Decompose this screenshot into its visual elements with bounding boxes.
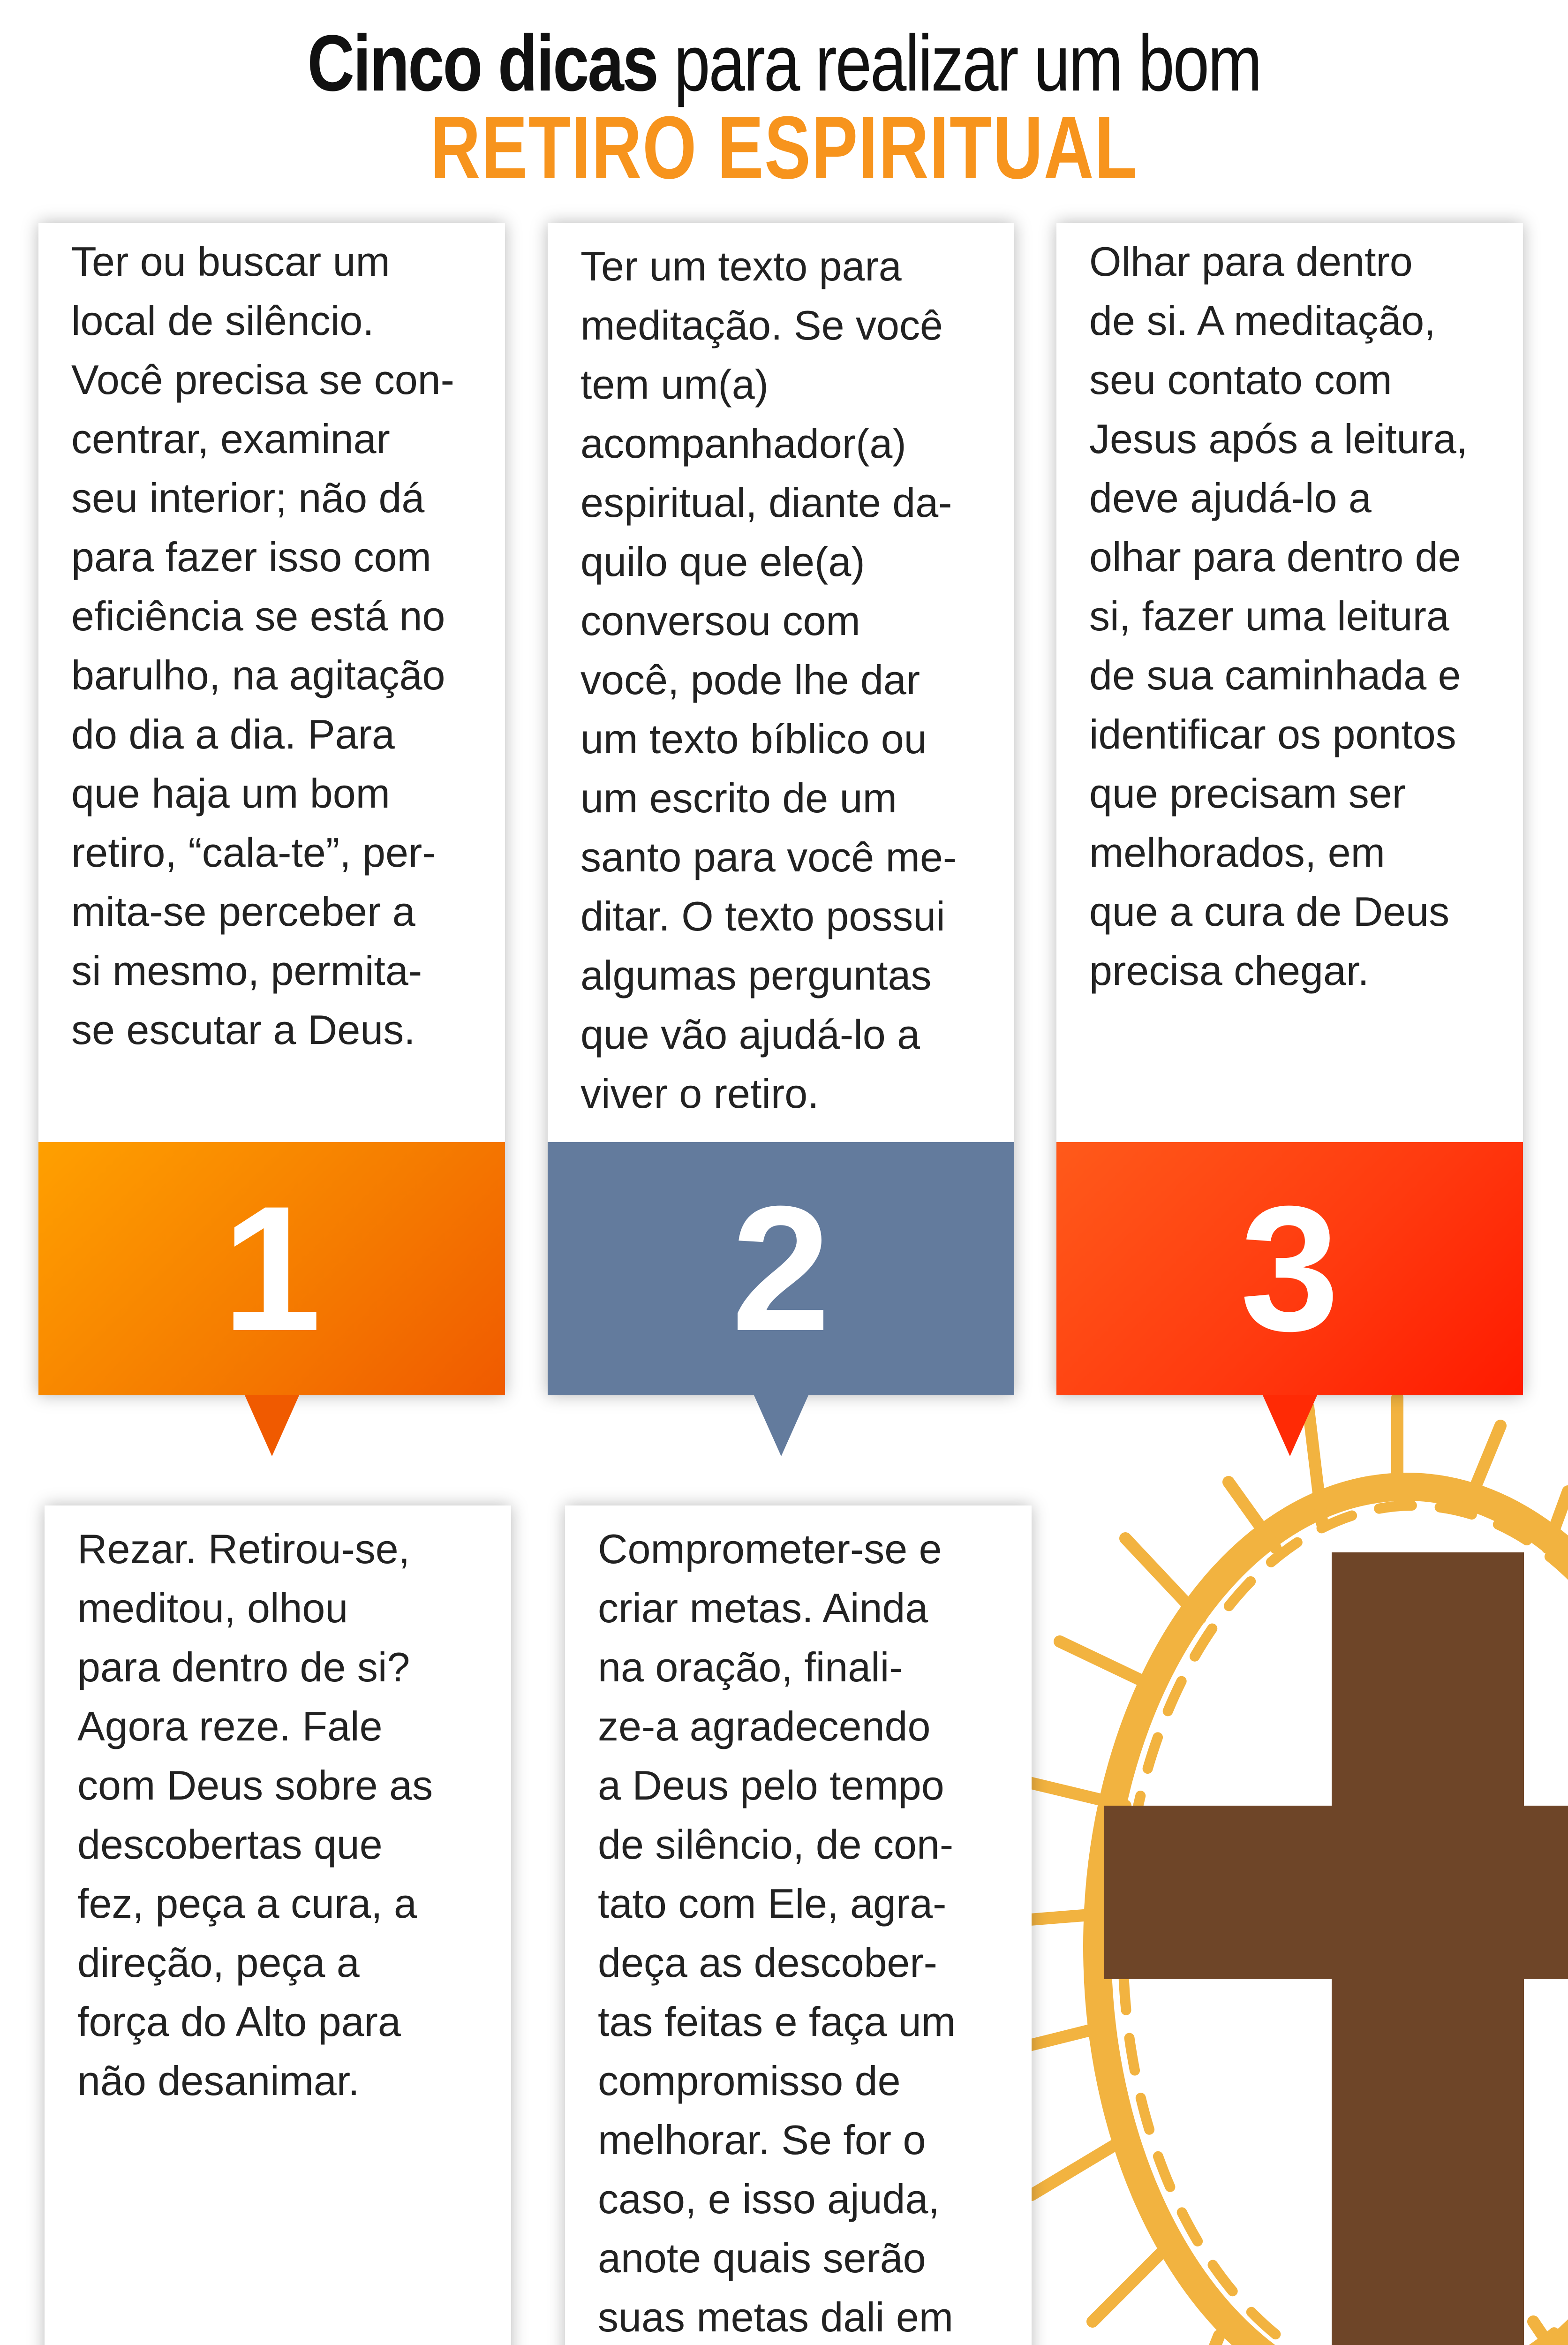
tip-number-band-2 [548,1142,1014,1395]
tip-text-2: Ter um texto para meditação. Se você tem um(a) acompanhador(a) espiritual, diante da- quilo que ele(a) conversou com você, pode lhe dar um texto bíblico ou um escrito de um santo para você me- ditar. O texto possui algumas perguntas que vão ajudá-lo a viver o retiro. [580,243,957,1117]
tip-pointer-1 [245,1395,299,1456]
tip-number-3: 3 [1240,1169,1340,1368]
tip-card-5 [565,1505,1032,2345]
tip-text-3: Olhar para dentro de si. A meditação, seu contato com Jesus após a leitura, deve ajudá-lo a olhar para dentro de si, fazer uma leitura de sua caminhada e identificar os pontos que precisam ser melhorados, em que a cura de Deus precisa chegar. [1089,238,1468,994]
tip-card-1 [38,223,505,1395]
tip-text-5: Comprometer-se e criar metas. Ainda na oração, finali- ze-a agradecendo a Deus pelo tempo de silêncio, de con- tato com Ele, agra- deça as descober- tas feitas e faça um compromisso de melhorar. Se for o caso, e isso ajuda, anote quais serão suas metas dali em [598,1526,956,2340]
tip-number-band-3 [1056,1142,1523,1395]
tip-pointer-2 [754,1395,808,1456]
tip-card-3 [1056,223,1523,1395]
page-title [141,19,1427,108]
tip-card-4 [45,1505,511,2345]
tip-number-band-1 [38,1142,505,1395]
tip-text-4: Rezar. Retirou-se, meditou, olhou para dentro de si? Agora reze. Fale com Deus sobre as descobertas que fez, peça a cura, a direção, peça a força do Alto para não desanimar. [77,1526,433,2104]
title-rest: para realizar um bom [674,19,1261,108]
tip-number-2: 2 [731,1169,831,1368]
title-bold: Cinco dicas [307,19,657,108]
page-subtitle: RETIRO ESPIRITUAL [430,98,1138,197]
tip-pointer-3 [1263,1395,1317,1456]
tip-number-1: 1 [222,1169,322,1368]
tip-card-2 [548,223,1014,1395]
tip-text-1: Ter ou buscar um local de silêncio. Você precisa se con- centrar, examinar seu interior; não dá para fazer isso com eficiência se está no barulho, na agitação do dia a dia. Para que haja um bom retiro, “cala-te”, per- mita-se perceber a si mesmo, permita- se escutar a Deus. [71,238,454,1053]
